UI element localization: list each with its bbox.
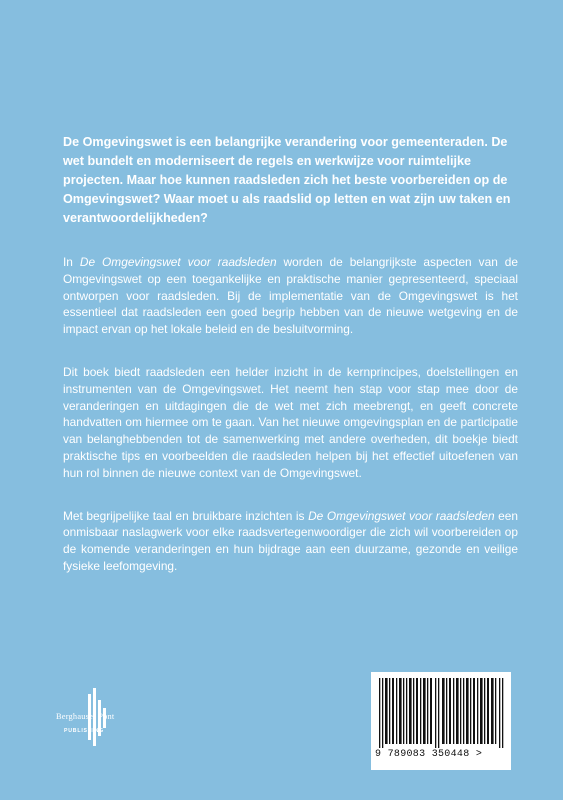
body-paragraph-2: Dit boek biedt raadsleden een helder inzicht in de kernprincipes, doelstellingen en instrumenten van de Omgevingswet. Het neemt hen stap voor stap mee door de veranderingen en uitdagingen die de wet met zich meebrengt, en geeft concrete handvatten om hiermee om te gaan. Van het nieuwe omgevingsplan en de participatie van belanghebbenden tot de samenwerking met andere overheden, dit boekje biedt praktische tips en voorbeelden die raadsleden helpen bij het effectief uitoefenen van hun rol binnen de nieuwe context van de Omgevingswet. [63,364,518,480]
barcode-bars-icon [377,678,505,748]
para1-prefix: In [63,255,80,269]
para1-suffix: worden de belangrijkste aspecten van de Omgevingswet op een toegankelijke en praktische manier gepresenteerd, speciaal ontworpen voor raadsleden. Bij de implementatie van de Omgevingswet is het essentieel dat raadsleden een goed begrip hebben van de nieuwe wetgeving en de impact ervan op het lokale beleid en de besluitvorming. [63,255,518,337]
body-paragraph-3 [63,508,518,575]
para3-prefix: Met begrijpelijke taal en bruikbare inzichten is [63,508,309,523]
back-cover-text [63,133,518,601]
barcode [371,672,511,770]
publisher-subtitle: PUBLISHING [64,728,104,734]
book-title-italic: De Omgevingswet voor raadsleden [308,508,495,523]
intro-paragraph: De Omgevingswet is een belangrijke verandering voor gemeenteraden. De wet bundelt en moderniseert de regels en werkwijze voor ruimtelijke projecten. Maar hoe kunnen raadsleden zich het beste voorbereiden op de Omgevingswet? Waar moet u als raadslid op letten en wat zijn uw taken en verantwoordelijkheden? [63,135,511,225]
isbn-number: 9 789083 350448 > [375,749,483,760]
publisher-name: Berghauser Pont [56,712,115,721]
body-paragraph-1 [63,254,518,338]
para3-suffix: een onmisbaar naslagwerk voor elke raadsvertegenwoordiger die zich wil voorbereiden op de komende veranderingen en hun bijdrage aan een duurzame, gezonde en veilige fysieke leefomgeving. [63,508,518,573]
book-title-italic: De Omgevingswet voor raadsleden [79,255,277,269]
